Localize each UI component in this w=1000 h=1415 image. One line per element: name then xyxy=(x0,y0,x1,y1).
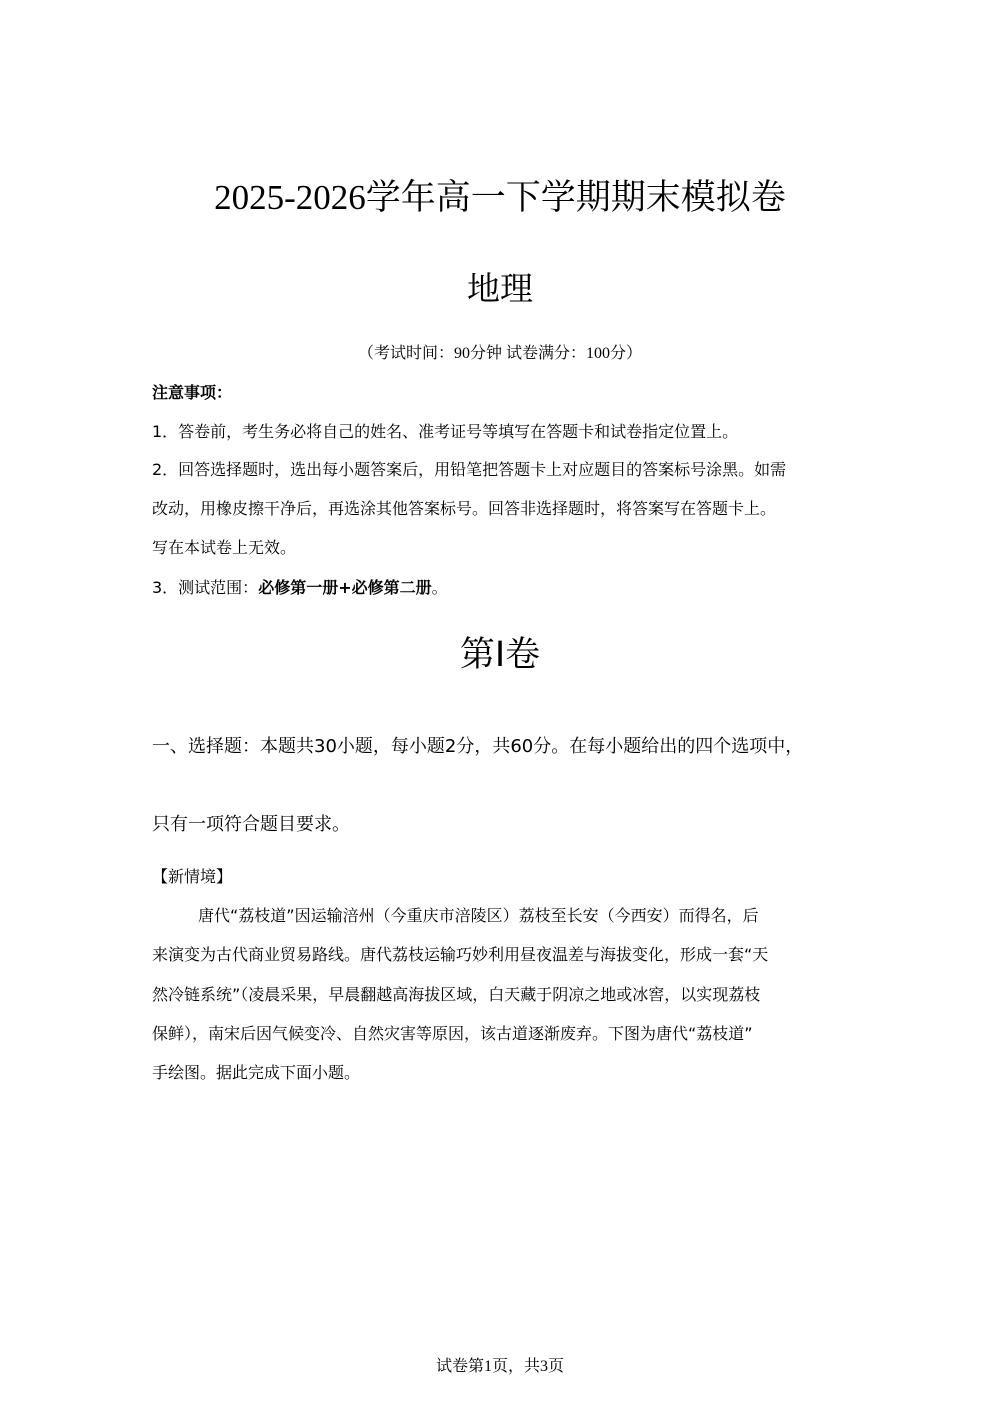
notice-item-2-line-1: 2．回答选择题时，选出每小题答案后，用铅笔把答题卡上对应题目的答案标号涂黑。如需 xyxy=(152,460,787,479)
notice-item-3-suffix: 。 xyxy=(431,578,448,597)
section-instruction-line-1: 一、选择题：本题共30小题，每小题2分，共60分。在每小题给出的四个选项中， xyxy=(152,736,804,757)
test-scope: 必修第一册+必修第二册 xyxy=(258,578,432,597)
notice-item-3-prefix: 3．测试范围： xyxy=(152,578,259,597)
volume-title: 第Ⅰ卷 xyxy=(459,635,541,675)
exam-title: 2025-2026学年高一下学期期末模拟卷 xyxy=(214,178,786,217)
notice-item-1: 1．答卷前，考生务必将自己的姓名、准考证号等填写在答题卡和试卷指定位置上。 xyxy=(152,422,739,441)
notice-item-2-line-3: 写在本试卷上无效。 xyxy=(152,538,297,557)
subject-title: 地理 xyxy=(467,269,533,308)
exam-info: （考试时间：90分钟 试卷满分：100分） xyxy=(357,345,642,362)
section-instruction-line-2: 只有一项符合题目要求。 xyxy=(152,814,350,835)
context-paragraph-line-1: 唐代“荔枝道”因运输涪州（今重庆市涪陵区）荔枝至长安（今西安）而得名，后 xyxy=(198,906,759,925)
context-paragraph-line-2: 来演变为古代商业贸易路线。唐代荔枝运输巧妙利用昼夜温差与海拔变化，形成一套“天 xyxy=(152,945,769,964)
context-label: 【新情境】 xyxy=(152,867,233,886)
context-paragraph-line-4: 保鲜），南宋后因气候变冷、自然灾害等原因，该古道逐渐废弃。下图为唐代“荔枝道” xyxy=(152,1024,753,1043)
context-paragraph-line-5: 手绘图。据此完成下面小题。 xyxy=(152,1063,361,1082)
notice-item-2-line-2: 改动，用橡皮擦干净后，再选涂其他答案标号。回答非选择题时，将答案写在答题卡上。 xyxy=(152,499,777,518)
context-paragraph-line-3: 然冷链系统”（凌晨采果，早晨翻越高海拔区域，白天藏于阴凉之地或冰窖，以实现荔枝 xyxy=(152,985,761,1004)
page-footer: 试卷第1页，共3页 xyxy=(435,1358,564,1375)
notice-heading: 注意事项： xyxy=(152,383,233,402)
notice-item-3 xyxy=(152,576,862,600)
